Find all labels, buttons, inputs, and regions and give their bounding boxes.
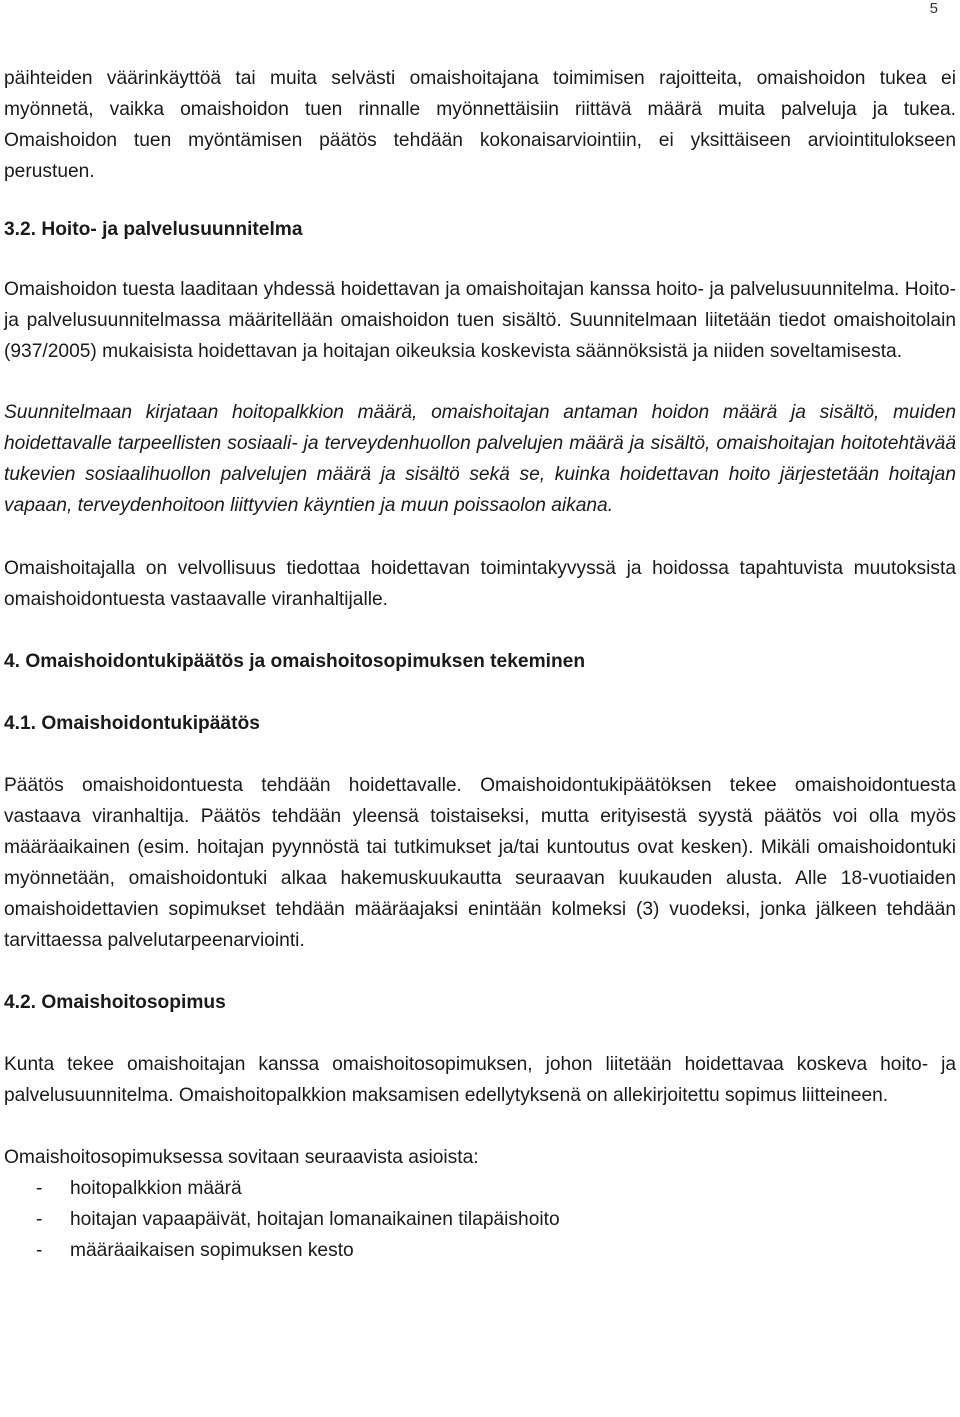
paragraph-agreement: Kunta tekee omaishoitajan kanssa omaishoitosopimuksen, johon liitetään hoidettavaa koskeva hoito- ja palvelusuunnitelma. Omaishoitopalkkion maksamisen edellytyksenä on allekirjoitettu sopimus liitteineen. [4, 1054, 956, 1106]
paragraph-caregiver-duty: Omaishoitajalla on velvollisuus tiedottaa hoidettavan toimintakyvyssä ja hoidossa tapahtuvista muutoksista omaishoidontuesta vastaavalle viranhaltijalle. [4, 558, 956, 610]
paragraph-decision: Päätös omaishoidontuesta tehdään hoidettavalle. Omaishoidontukipäätöksen tekee omaishoidontuesta vastaava viranhaltija. Päätös tehdään yleensä toistaiseksi, mutta erityisestä syystä päätös voi olla myös määräaikainen (esim. hoitajan pyynnöstä tai tutkimukset ja/tai kuntoutus ovat kesken). Mikäli omaishoidontuki myönnetään, omaishoidontuki alkaa hakemuskuukautta seuraavan kuukauden alusta. Alle 18-vuotiaiden omaishoidettavien sopimukset tehdään määräajaksi enintään kolmeksi (3) vuodeksi, jonka jälkeen tehdään tarvittaessa palvelutarpeenarviointi. [4, 775, 956, 951]
list-item-text: hoitajan vapaapäivät, hoitajan lomanaikainen tilapäishoito [70, 1209, 560, 1230]
list-dash: - [36, 1209, 43, 1230]
paragraph-care-plan: Omaishoidon tuesta laaditaan yhdessä hoidettavan ja omaishoitajan kanssa hoito- ja palvelusuunnitelma. Hoito- ja palvelusuunnitelmassa määritellään omaishoidon tuen sisältö. Suunnitelmaan liitetään tiedot omaishoitolain (937/2005) mukaisista hoidettavan ja hoitajan oikeuksia koskevista säännöksistä ja niiden soveltamisesta. [4, 279, 956, 362]
paragraph-plan-contents: Suunnitelmaan kirjataan hoitopalkkion määrä, omaishoitajan antaman hoidon määrä ja sisältö, muiden hoidettavalle tarpeellisten sosiaali- ja terveydenhuollon palvelujen määrä ja sisältö, omaishoitajan hoitotehtävää tukevien sosiaalihuollon palvelujen määrä ja sisältö sekä se, kuinka hoidettavan hoito järjestetään hoitajan vapaan, terveydenhoitoon liittyvien käyntien ja muun poissaolon aikana. [4, 402, 956, 516]
paragraph-agreement-items-intro: Omaishoitosopimuksessa sovitaan seuraavista asioista: [4, 1147, 479, 1168]
list-dash: - [36, 1240, 43, 1261]
heading-4: 4. Omaishoidontukipäätös ja omaishoitosopimuksen tekeminen [4, 651, 586, 672]
heading-4-1: 4.1. Omaishoidontukipäätös [4, 713, 260, 734]
list-item-text: hoitopalkkion määrä [70, 1178, 242, 1199]
list-item-text: määräaikaisen sopimuksen kesto [70, 1240, 354, 1261]
page-number: 5 [929, 0, 938, 17]
heading-4-2: 4.2. Omaishoitosopimus [4, 992, 226, 1013]
list-dash: - [36, 1178, 43, 1199]
paragraph-eligibility: päihteiden väärinkäyttöä tai muita selvästi omaishoitajana toimimisen rajoitteita, omaishoidon tukea ei myönnetä, vaikka omaishoidon tuen rinnalle myönnettäisiin riittävä määrä muita palveluja ja tukea. Omaishoidon tuen myöntämisen päätös tehdään kokonaisarviointiin, ei yksittäiseen arviointitulokseen perustuen. [4, 68, 956, 182]
agreement-items-list [4, 1173, 956, 1266]
list-item [4, 1173, 956, 1204]
list-item [4, 1204, 956, 1235]
document-body [4, 63, 956, 1266]
heading-3-2: 3.2. Hoito- ja palvelusuunnitelma [4, 219, 303, 240]
list-item [4, 1235, 956, 1266]
